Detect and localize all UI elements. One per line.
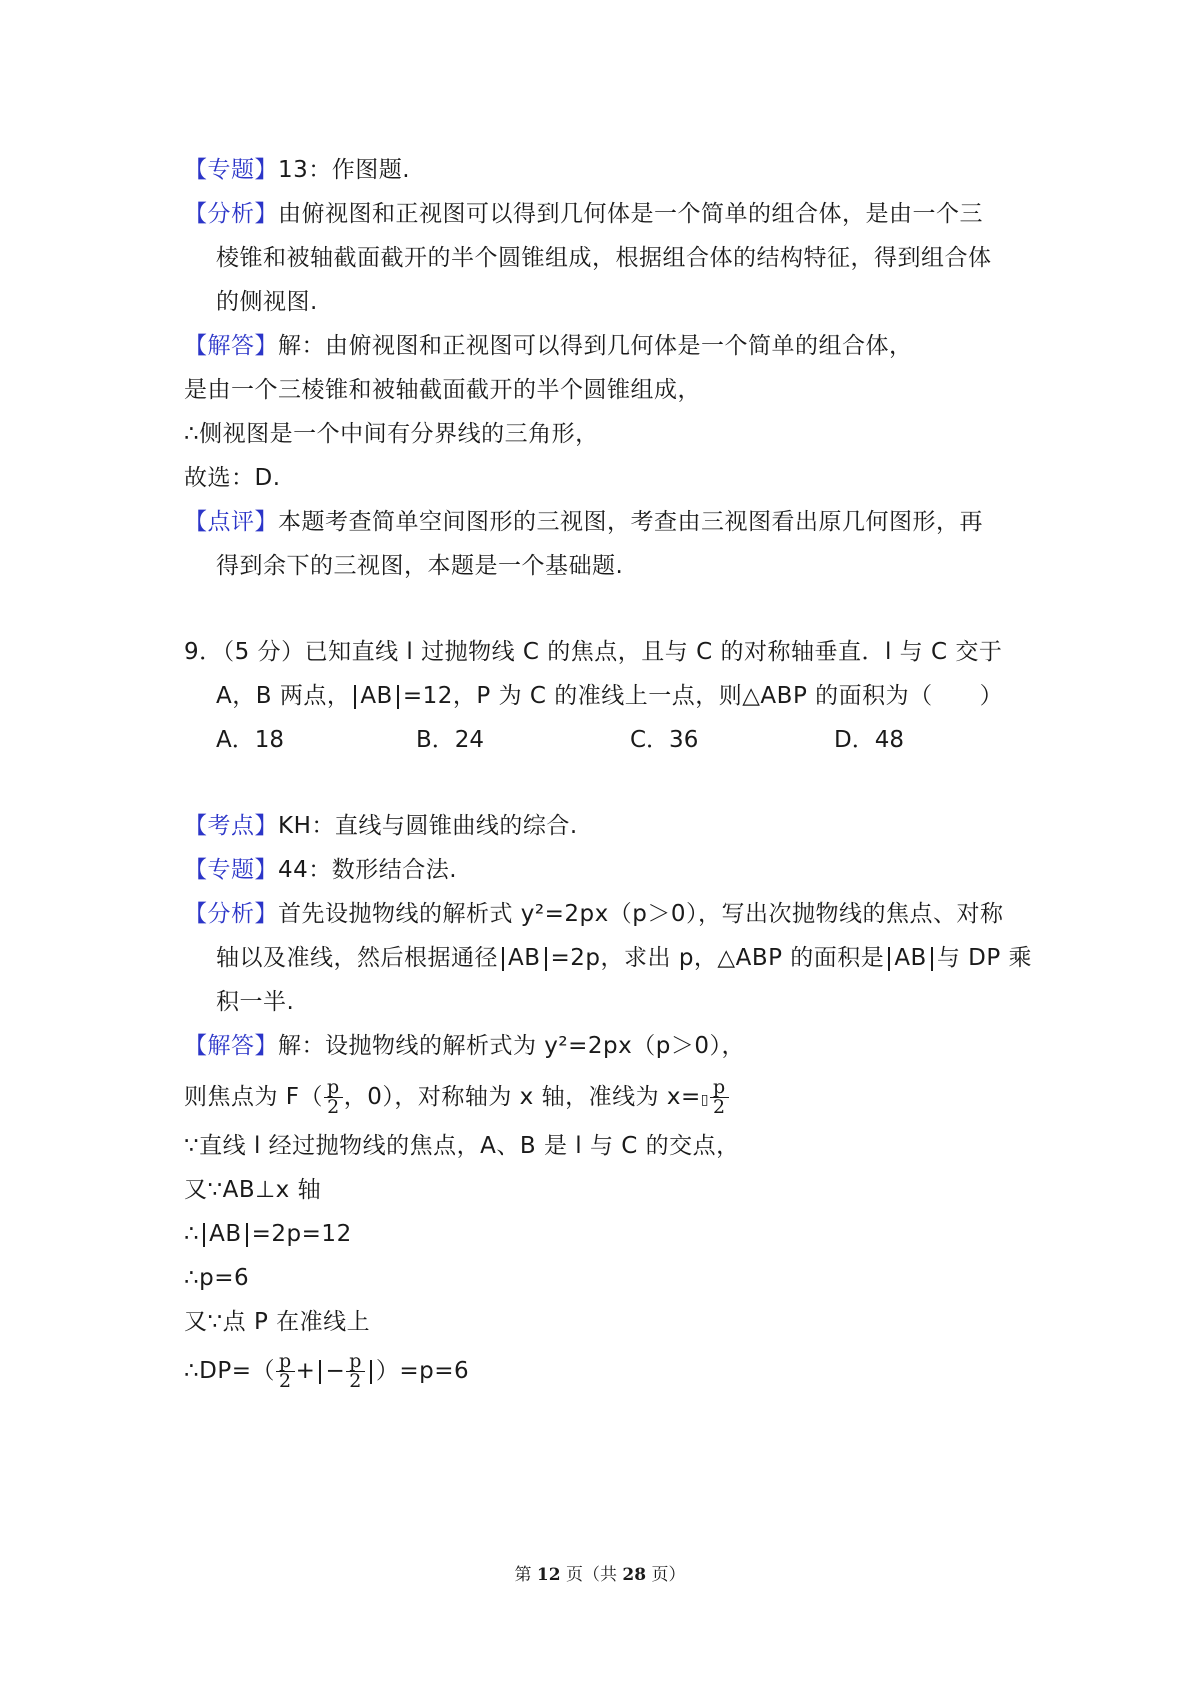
abs-content: AB bbox=[360, 683, 393, 709]
q9-zhuanti bbox=[184, 854, 457, 886]
fraction-denominator: 2 bbox=[349, 1370, 362, 1392]
q8-jieda-line1 bbox=[184, 330, 913, 362]
q9-jieda-line4: 又∵AB⊥x 轴 bbox=[184, 1177, 322, 1203]
plus-sign: + bbox=[295, 1358, 316, 1384]
fraction-p-over-2 bbox=[346, 1352, 365, 1391]
jieda-text: ∴DP=（ bbox=[184, 1358, 275, 1384]
fraction-p-over-2 bbox=[276, 1352, 295, 1391]
q9-jieda-line5 bbox=[184, 1218, 352, 1250]
q8-jieda-line3: ∴侧视图是一个中间有分界线的三角形， bbox=[184, 421, 599, 447]
stem-text: A，B 两点， bbox=[216, 683, 351, 709]
q9-fenxi-line1 bbox=[184, 898, 1004, 930]
zhuanti-tag: 【专题】 bbox=[184, 157, 278, 183]
q8-dianping-line2: 得到余下的三视图，本题是一个基础题. bbox=[216, 553, 624, 579]
jieda-text: 则焦点为 F（ bbox=[184, 1084, 324, 1110]
fraction-denominator: 2 bbox=[327, 1096, 340, 1118]
abs-bar bbox=[931, 947, 933, 971]
jieda-text: ，0），对称轴为 x 轴，准线为 x= bbox=[343, 1084, 701, 1110]
footer-text: 第 bbox=[514, 1565, 537, 1585]
page-footer bbox=[0, 1560, 1200, 1585]
abs-content: AB bbox=[209, 1221, 242, 1247]
q8-dianping-line1 bbox=[184, 506, 983, 538]
fraction-p-over-2 bbox=[710, 1078, 729, 1117]
q9-jieda-line8 bbox=[184, 1352, 469, 1391]
q9-fenxi-line2 bbox=[216, 942, 1032, 974]
q9-fenxi-line3: 积一半. bbox=[216, 989, 295, 1015]
dianping-text: 本题考查简单空间图形的三视图，考查由三视图看出原几何图形，再 bbox=[278, 509, 983, 535]
fraction-denominator: 2 bbox=[279, 1370, 292, 1392]
kaodian-text: KH：直线与圆锥曲线的综合. bbox=[278, 813, 578, 839]
q9-stem-line2 bbox=[216, 680, 1003, 712]
option-d: D．48 bbox=[834, 727, 904, 753]
page-total: 28 bbox=[622, 1565, 647, 1585]
zhuanti-text: 44：数形结合法. bbox=[278, 857, 458, 883]
fraction-p-over-2 bbox=[324, 1078, 343, 1117]
q9-stem-line1: 9．（5 分）已知直线 l 过抛物线 C 的焦点，且与 C 的对称轴垂直．l 与 C 交于 bbox=[184, 639, 1003, 665]
q8-zhuanti bbox=[184, 154, 410, 186]
page-number: 12 bbox=[536, 1565, 561, 1585]
stem-text: =12，P 为 C 的准线上一点，则△ABP 的面积为（ ） bbox=[402, 683, 1004, 709]
abs-bar bbox=[203, 1223, 205, 1247]
fraction-denominator: 2 bbox=[713, 1096, 726, 1118]
q9-kaodian bbox=[184, 810, 578, 842]
q9-jieda-line1 bbox=[184, 1030, 745, 1062]
q9-jieda-line6: ∴p=6 bbox=[184, 1265, 250, 1291]
q9-jieda-line2 bbox=[184, 1078, 730, 1117]
jieda-tag: 【解答】 bbox=[184, 1033, 278, 1059]
zhuanti-text: 13：作图题. bbox=[278, 157, 411, 183]
dianping-tag: 【点评】 bbox=[184, 509, 278, 535]
fenxi-text: 与 DP 乘 bbox=[936, 945, 1033, 971]
q9-jieda-line3: ∵直线 l 经过抛物线的焦点，A、B 是 l 与 C 的交点， bbox=[184, 1133, 740, 1159]
abs-bar bbox=[246, 1223, 248, 1247]
abs-bar bbox=[502, 947, 504, 971]
abs-content: AB bbox=[894, 945, 927, 971]
fraction-numerator: p bbox=[276, 1352, 295, 1372]
jieda-text: =2p=12 bbox=[251, 1221, 352, 1247]
fraction-numerator: p bbox=[710, 1078, 729, 1098]
q8-fenxi-line3: 的侧视图. bbox=[216, 289, 318, 315]
option-b: B．24 bbox=[416, 727, 485, 753]
missing-glyph-icon: ▯ bbox=[700, 1092, 709, 1108]
fenxi-text: =2p，求出 p，△ABP 的面积是 bbox=[550, 945, 885, 971]
q8-fenxi-line2: 棱锥和被轴截面截开的半个圆锥组成，根据组合体的结构特征，得到组合体 bbox=[216, 245, 992, 271]
abs-bar bbox=[370, 1360, 372, 1384]
abs-bar bbox=[319, 1360, 321, 1384]
kaodian-tag: 【考点】 bbox=[184, 813, 278, 839]
fraction-numerator: p bbox=[346, 1352, 365, 1372]
fenxi-text: 由俯视图和正视图可以得到几何体是一个简单的组合体，是由一个三 bbox=[278, 201, 983, 227]
fenxi-text: 首先设抛物线的解析式 y²=2px（p＞0），写出次抛物线的焦点、对称 bbox=[278, 901, 1004, 927]
q8-jieda-line4: 故选：D. bbox=[184, 465, 281, 491]
q8-fenxi-line1 bbox=[184, 198, 983, 230]
option-a: A．18 bbox=[216, 727, 285, 753]
abs-bar bbox=[354, 685, 356, 709]
footer-text: 页（共 bbox=[560, 1565, 623, 1585]
jieda-text: 解：由俯视图和正视图可以得到几何体是一个简单的组合体， bbox=[278, 333, 913, 359]
fraction-numerator: p bbox=[324, 1078, 343, 1098]
option-c: C．36 bbox=[630, 727, 699, 753]
jieda-tag: 【解答】 bbox=[184, 333, 278, 359]
abs-bar bbox=[545, 947, 547, 971]
jieda-text: ）=p=6 bbox=[375, 1358, 470, 1384]
jieda-text: 解：设抛物线的解析式为 y²=2px（p＞0）， bbox=[278, 1033, 745, 1059]
abs-bar bbox=[888, 947, 890, 971]
footer-text: 页） bbox=[646, 1565, 686, 1585]
abs-bar bbox=[397, 685, 399, 709]
fenxi-text: 轴以及准线，然后根据通径 bbox=[216, 945, 498, 971]
therefore-symbol: ∴ bbox=[184, 1221, 200, 1247]
abs-content: AB bbox=[508, 945, 541, 971]
q9-jieda-line7: 又∵点 P 在准线上 bbox=[184, 1309, 371, 1335]
q8-jieda-line2: 是由一个三棱锥和被轴截面截开的半个圆锥组成， bbox=[184, 377, 701, 403]
minus-sign: − bbox=[325, 1358, 346, 1384]
zhuanti-tag: 【专题】 bbox=[184, 857, 278, 883]
fenxi-tag: 【分析】 bbox=[184, 901, 278, 927]
fenxi-tag: 【分析】 bbox=[184, 201, 278, 227]
